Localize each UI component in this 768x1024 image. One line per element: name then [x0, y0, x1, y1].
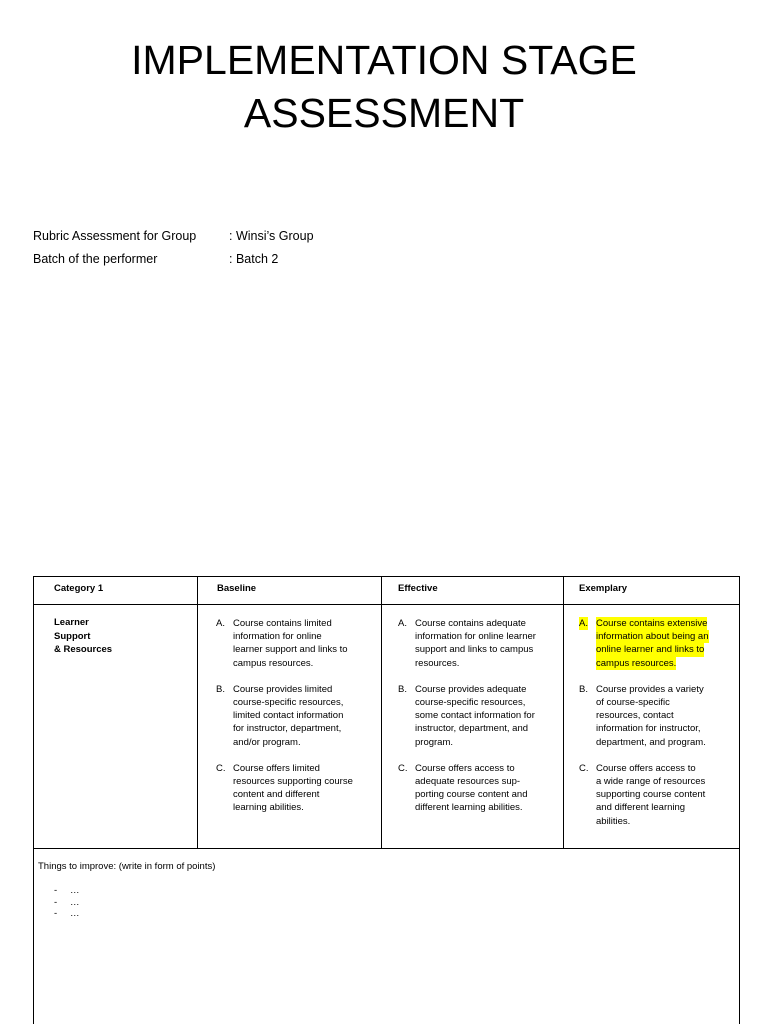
criterion-line: information about being an — [596, 631, 709, 643]
criterion-item — [216, 762, 376, 815]
criterion-line: campus resources. — [596, 657, 677, 669]
criterion-item — [398, 617, 558, 670]
criterion-line: Course provides a variety — [596, 683, 704, 695]
criterion-line: a wide range of resources — [596, 776, 706, 788]
criterion-line: course-specific resources, — [415, 697, 526, 709]
criterion-line: supporting course content — [596, 789, 706, 801]
criterion-line: limited contact information — [233, 710, 344, 722]
header-effective: Effective — [398, 583, 438, 594]
exemplary-cell — [579, 617, 739, 841]
criterion-line: department, and program. — [596, 736, 706, 748]
criterion-item — [216, 683, 376, 749]
meta-value-group: : Winsi’s Group — [229, 229, 314, 243]
criterion-item — [579, 762, 739, 828]
criterion-letter: C. — [398, 762, 408, 774]
criterion-line: porting course content and — [415, 789, 528, 801]
category-label — [54, 616, 112, 657]
criterion-line: Course contains adequate — [415, 618, 526, 629]
rubric-table — [33, 576, 740, 1024]
row-divider — [34, 848, 739, 849]
improve-heading: Things to improve: (write in form of points) — [38, 861, 216, 872]
criterion-line: and/or program. — [233, 736, 301, 748]
criterion-letter: A. — [579, 618, 588, 629]
criterion-letter: C. — [216, 762, 226, 774]
criterion-line: support and links to campus — [415, 644, 534, 656]
criterion-line: some contact information for — [415, 710, 535, 722]
criterion-line: content and different — [233, 789, 320, 801]
baseline-cell — [216, 617, 376, 828]
bullet-dash: - — [54, 885, 58, 896]
criterion-line: information for online learner — [415, 631, 536, 643]
criterion-item-highlighted — [579, 617, 739, 670]
category-label-line: & Resources — [54, 644, 113, 655]
criterion-line: Course contains extensive — [596, 618, 708, 629]
criterion-line: learning abilities. — [233, 802, 304, 814]
criterion-line: course-specific resources, — [233, 697, 344, 709]
criterion-item — [398, 762, 558, 815]
criterion-line: resources supporting course — [233, 776, 353, 788]
column-divider — [563, 577, 564, 849]
criterion-line: for instructor, department, — [233, 723, 342, 735]
list-item — [54, 885, 80, 897]
title-line-2: ASSESSMENT — [243, 90, 525, 136]
criterion-line: Course offers access to — [415, 762, 515, 774]
list-item — [54, 897, 80, 909]
criterion-line: Course offers limited — [233, 762, 320, 774]
criterion-line: information for instructor, — [596, 723, 701, 735]
meta-label-batch: Batch of the performer — [33, 252, 158, 266]
bullet-text: … — [70, 896, 80, 908]
category-label-line: Learner — [54, 617, 89, 628]
effective-cell — [398, 617, 558, 828]
bullet-dash: - — [54, 908, 58, 919]
criterion-line: information for online — [233, 631, 322, 643]
criterion-letter: B. — [216, 683, 225, 695]
column-divider — [197, 577, 198, 849]
criterion-line: different learning abilities. — [415, 802, 523, 814]
header-baseline: Baseline — [217, 583, 257, 594]
criterion-line: learner support and links to — [233, 644, 348, 656]
criterion-line: instructor, department, and — [415, 723, 529, 735]
criterion-letter: A. — [216, 618, 225, 629]
criterion-line: campus resources. — [233, 657, 314, 669]
header-exemplary: Exemplary — [579, 583, 628, 594]
criterion-item — [398, 683, 558, 749]
criterion-item — [216, 617, 376, 670]
criterion-line: Course contains limited — [233, 618, 332, 629]
criterion-line: Course provides limited — [233, 683, 333, 695]
meta-label-group: Rubric Assessment for Group — [33, 229, 197, 243]
bullet-text: … — [70, 908, 80, 919]
improve-list — [54, 885, 80, 920]
category-label-line: Support — [54, 630, 91, 642]
header-category: Category 1 — [54, 583, 104, 594]
bullet-text: … — [70, 885, 80, 896]
document-title — [0, 34, 768, 140]
criterion-line: online learner and links to — [596, 644, 705, 656]
criterion-line: of course-specific — [596, 697, 670, 709]
criterion-line: program. — [415, 736, 454, 748]
criterion-line: resources, contact — [596, 710, 674, 722]
criterion-letter: A. — [398, 618, 407, 629]
column-divider — [381, 577, 382, 849]
criterion-item — [579, 683, 739, 749]
criterion-line: abilities. — [596, 815, 631, 827]
criterion-letter: B. — [579, 683, 588, 695]
criterion-line: resources. — [415, 657, 460, 669]
criterion-line: and different learning — [596, 802, 686, 814]
criterion-letter: C. — [579, 762, 589, 774]
title-line-1: IMPLEMENTATION STAGE — [131, 37, 637, 83]
bullet-dash: - — [54, 896, 58, 908]
meta-value-batch: : Batch 2 — [229, 252, 279, 266]
criterion-letter: B. — [398, 683, 407, 695]
header-divider — [34, 604, 739, 605]
criterion-line: Course offers access to — [596, 762, 696, 774]
criterion-line: adequate resources sup- — [415, 776, 521, 788]
list-item — [54, 908, 80, 920]
criterion-line: Course provides adequate — [415, 683, 527, 695]
